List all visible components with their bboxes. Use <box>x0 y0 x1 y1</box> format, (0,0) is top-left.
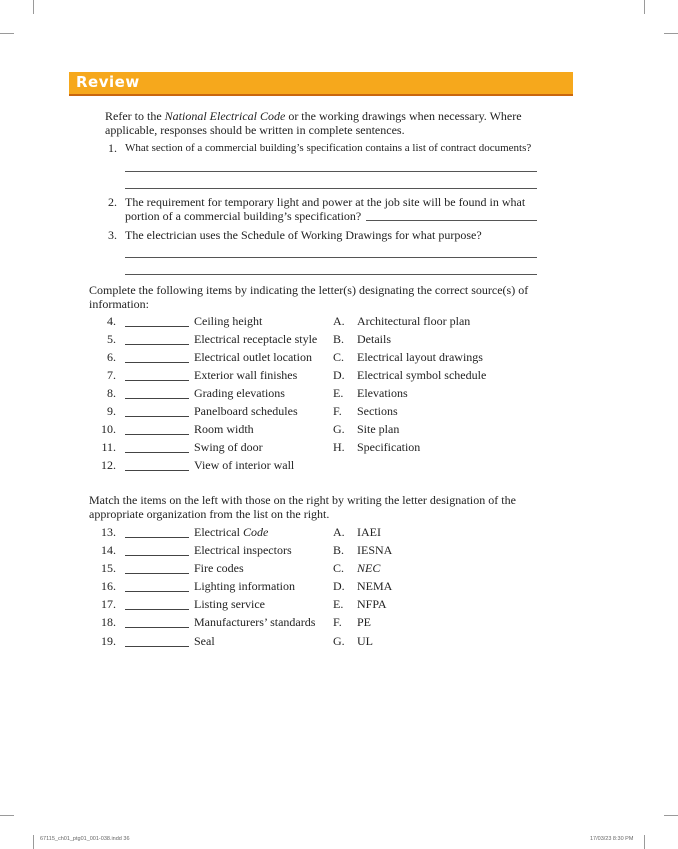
item-number: 4. <box>107 314 116 328</box>
answer-blank[interactable] <box>125 470 189 471</box>
intro-text-before: Refer to the <box>105 109 165 123</box>
option-text: PE <box>357 615 372 629</box>
item-label: Fire codes <box>194 561 244 575</box>
question-number: 3. <box>108 228 117 242</box>
option-letter: A. <box>333 314 345 328</box>
intro-text-after: or the working drawings when necessary. Where applicable, responses should be written in complete sentences. <box>105 109 522 137</box>
answer-blank[interactable] <box>125 591 189 592</box>
question-text: The requirement for temporary light and power at the job site will be found in what <box>125 195 526 209</box>
item-label: Lighting information <box>194 579 295 593</box>
part2-instruction: Complete the following items by indicating the letter(s) designating the correct source(s) of information: <box>89 283 529 311</box>
option-text: UL <box>357 634 373 648</box>
crop-mark <box>664 33 678 34</box>
option-text: Electrical layout drawings <box>357 350 483 364</box>
option-letter: G. <box>333 422 345 436</box>
item-number: 5. <box>107 332 116 346</box>
option-letter: D. <box>333 579 345 593</box>
intro-italic: National Electrical Code <box>164 109 286 123</box>
item-label: Swing of door <box>194 440 263 454</box>
item-label: Seal <box>194 634 215 648</box>
crop-mark <box>33 835 34 849</box>
question-number: 2. <box>108 195 117 209</box>
option-letter: F. <box>333 404 342 418</box>
answer-blank[interactable] <box>125 434 189 435</box>
option-text: Specification <box>357 440 421 454</box>
option-letter: E. <box>333 386 344 400</box>
option-letter: C. <box>333 350 345 364</box>
option-letter: C. <box>333 561 345 575</box>
answer-blank[interactable] <box>125 555 189 556</box>
crop-mark <box>644 835 645 849</box>
option-text: Electrical symbol schedule <box>357 368 487 382</box>
option-letter: A. <box>333 525 345 539</box>
answer-blank[interactable] <box>125 398 189 399</box>
item-label: Electrical inspectors <box>194 543 292 557</box>
answer-blank[interactable] <box>125 344 189 345</box>
item-label: Manufacturers’ standards <box>194 615 316 629</box>
answer-blank[interactable] <box>125 362 189 363</box>
option-letter: H. <box>333 440 345 454</box>
option-letter: F. <box>333 615 342 629</box>
item-number: 6. <box>107 350 116 364</box>
answer-line[interactable] <box>366 220 537 221</box>
question-text: portion of a commercial building’s specification? <box>125 209 362 223</box>
item-label: View of interior wall <box>194 458 295 472</box>
footer-timestamp: 17/03/23 8:30 PM <box>590 836 634 842</box>
item-number: 17. <box>101 597 116 611</box>
item-number: 16. <box>101 579 116 593</box>
crop-mark <box>33 0 34 14</box>
crop-mark <box>664 815 678 816</box>
item-label: Room width <box>194 422 254 436</box>
question-number: 1. <box>108 141 117 155</box>
option-text: NFPA <box>357 597 387 611</box>
option-letter: B. <box>333 332 345 346</box>
answer-blank[interactable] <box>125 537 189 538</box>
question-text: The electrician uses the Schedule of Working Drawings for what purpose? <box>125 228 482 242</box>
question-text: What section of a commercial building’s specification contains a list of contract documents? <box>125 142 532 154</box>
answer-blank[interactable] <box>125 452 189 453</box>
answer-blank[interactable] <box>125 646 189 647</box>
option-letter: E. <box>333 597 344 611</box>
section-banner <box>69 72 573 96</box>
answer-blank[interactable] <box>125 627 189 628</box>
item-number: 13. <box>101 525 116 539</box>
option-letter: B. <box>333 543 345 557</box>
answer-line[interactable] <box>125 257 537 258</box>
answer-line[interactable] <box>125 188 537 189</box>
item-number: 18. <box>101 615 116 629</box>
item-label: Panelboard schedules <box>194 404 298 418</box>
item-number: 7. <box>107 368 116 382</box>
crop-mark <box>0 815 14 816</box>
option-text: Details <box>357 332 391 346</box>
item-label-italic: Code <box>242 525 269 539</box>
option-text: IAEI <box>357 525 381 539</box>
footer-file-slug: 67115_ch01_ptg01_001-038.indd 36 <box>40 836 130 842</box>
item-number: 9. <box>107 404 116 418</box>
crop-mark <box>644 0 645 14</box>
item-number: 19. <box>101 634 116 648</box>
item-number: 15. <box>101 561 116 575</box>
answer-line[interactable] <box>125 171 537 172</box>
answer-blank[interactable] <box>125 416 189 417</box>
item-number: 10. <box>101 422 116 436</box>
answer-blank[interactable] <box>125 609 189 610</box>
answer-line[interactable] <box>125 274 537 275</box>
item-label: Grading elevations <box>194 386 285 400</box>
option-text: IESNA <box>357 543 393 557</box>
option-text: Elevations <box>357 386 408 400</box>
option-text: Sections <box>357 404 398 418</box>
item-label: Listing service <box>194 597 265 611</box>
item-number: 11. <box>101 440 116 454</box>
option-letter: D. <box>333 368 345 382</box>
option-letter: G. <box>333 634 345 648</box>
item-label <box>194 525 268 539</box>
section-title: Review <box>76 73 140 91</box>
item-label-text: Electrical <box>194 525 243 539</box>
part3-instruction: Match the items on the left with those on the right by writing the letter designation of the appropriate organization from the list on the right. <box>89 493 516 521</box>
item-label: Exterior wall finishes <box>194 368 298 382</box>
item-number: 8. <box>107 386 116 400</box>
answer-blank[interactable] <box>125 573 189 574</box>
item-label: Electrical outlet location <box>194 350 312 364</box>
answer-blank[interactable] <box>125 326 189 327</box>
item-label: Ceiling height <box>194 314 263 328</box>
item-label: Electrical receptacle style <box>194 332 318 346</box>
item-number: 14. <box>101 543 116 557</box>
option-text: NEC <box>357 561 381 575</box>
answer-blank[interactable] <box>125 380 189 381</box>
item-number: 12. <box>101 458 116 472</box>
intro-paragraph <box>105 109 545 137</box>
option-text: Architectural floor plan <box>357 314 471 328</box>
crop-mark <box>0 33 14 34</box>
option-text: Site plan <box>357 422 400 436</box>
option-text: NEMA <box>357 579 393 593</box>
